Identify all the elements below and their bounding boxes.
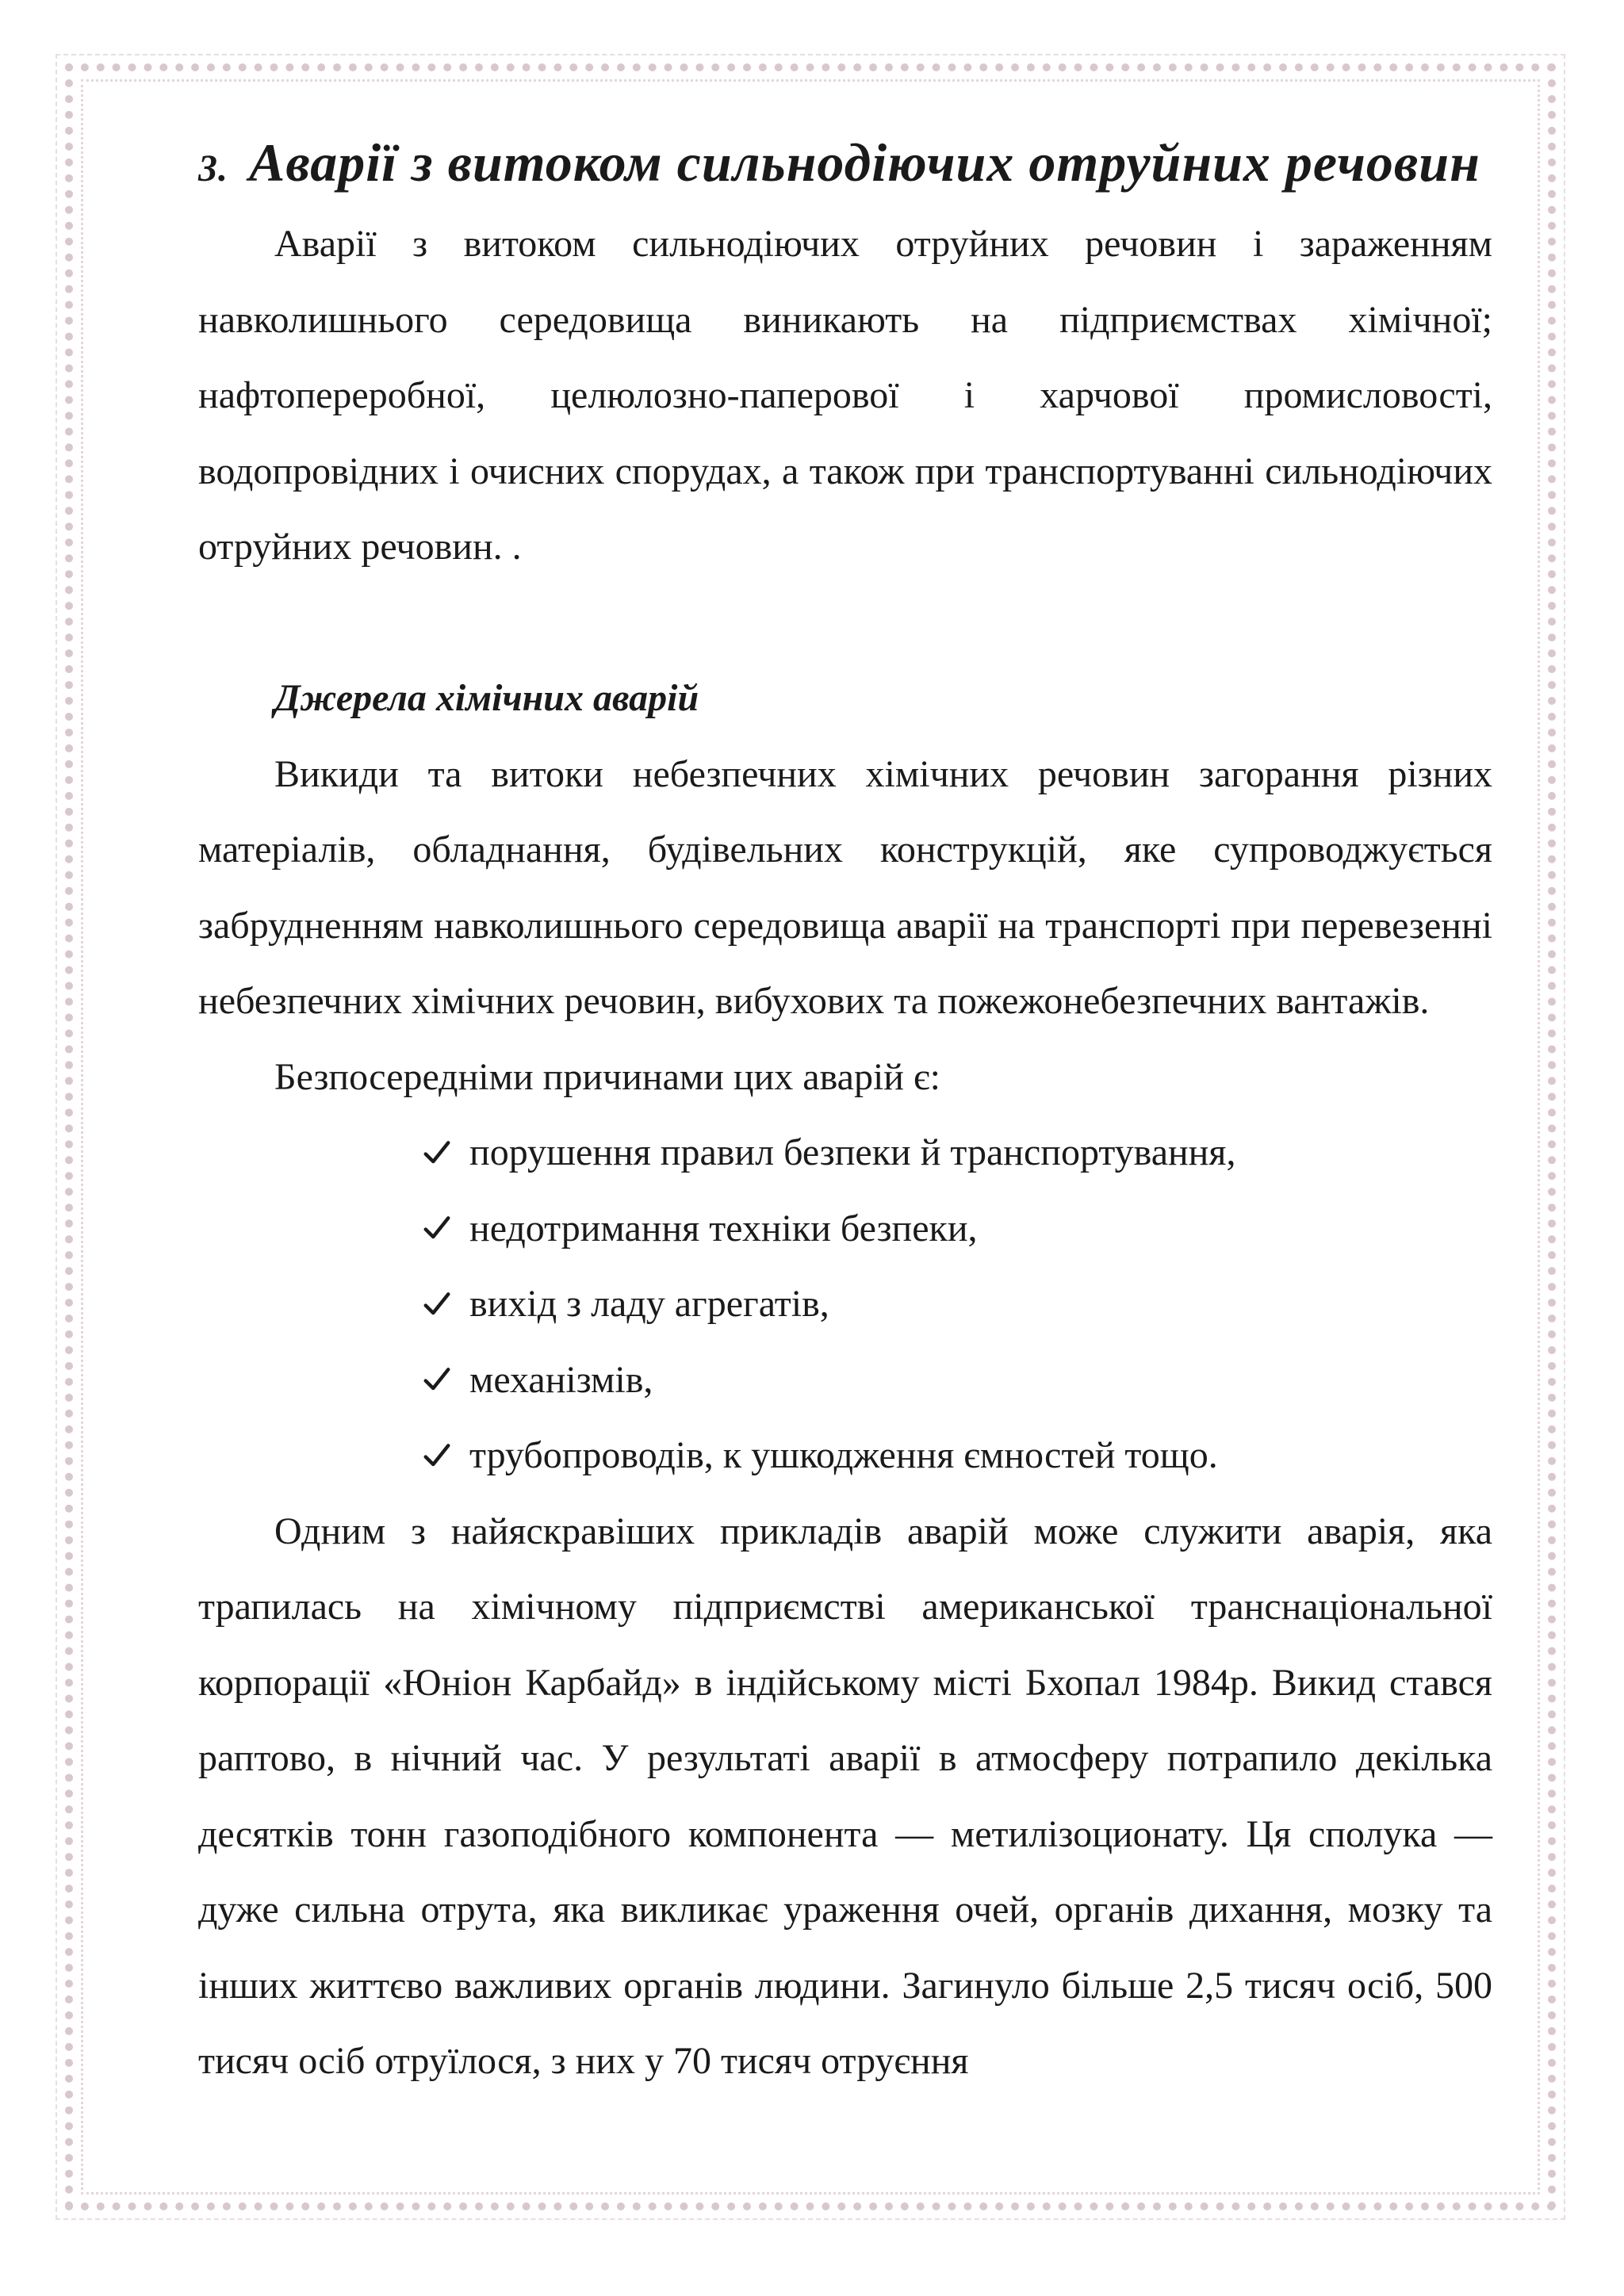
section-number: 3. — [198, 147, 228, 189]
sources-paragraph: Викиди та витоки небезпечних хімічних речовин загорання різних матеріалів, обладнання, будівельних конструкцій, яке супроводжується забрудненням навколишнього середовища аварії на транспорті при перевезенні небезпечних хімічних речовин, вибухових та пожежонебезпечних вантажів. — [198, 752, 1492, 1022]
list-item — [422, 1418, 1492, 1494]
list-item-text: механізмів, — [469, 1358, 653, 1401]
check-icon — [422, 1213, 452, 1243]
check-icon — [422, 1289, 452, 1319]
section-title-text: Аварії з витоком сильнодіючих отруйних речовин — [249, 132, 1480, 193]
list-item — [422, 1115, 1492, 1191]
list-item-text: недотримання техніки безпеки, — [469, 1207, 978, 1249]
list-item — [422, 1342, 1492, 1418]
check-icon — [422, 1441, 452, 1471]
sources-heading: Джерела хімічних аварій — [274, 677, 699, 719]
section-title — [198, 119, 1492, 206]
list-item-text: порушення правил безпеки й транспортування, — [469, 1131, 1236, 1173]
causes-intro: Безпосередніми причинами цих аварій є: — [274, 1055, 940, 1098]
check-icon — [422, 1138, 452, 1168]
intro-paragraph: Аварії з витоком сильнодіючих отруйних речовин і зараженням навколишнього середовища виникають на підприємствах хімічної; нафтопереробної, целюлозно-паперової і харчової промисловості, водопровідних і очисних спорудах, а також при транспортуванні сильнодіючих отруйних речовин. . — [198, 223, 1492, 568]
list-item-text: вихід з ладу агрегатів, — [469, 1283, 829, 1325]
check-icon — [422, 1364, 452, 1395]
causes-list — [198, 1115, 1492, 1494]
document-body — [198, 119, 1492, 2099]
list-item — [422, 1191, 1492, 1267]
blank-line — [198, 585, 1492, 661]
list-item-text: трубопроводів, к ушкодження ємностей тощо. — [469, 1434, 1218, 1476]
list-item — [422, 1266, 1492, 1342]
example-paragraph: Одним з найяскравіших прикладів аварій може служити аварія, яка трапилась на хімічному підприємстві американської транснаціональної корпорації «Юніон Карбайд» в індійському місті Бхопал 1984р. Викид стався раптово, в нічний час. У результаті аварії в атмосферу потрапило декілька десятків тонн газоподібного компонента — метилізоционату. Ця сполука — дуже сильна отрута, яка викликає ураження очей, органів дихання, мозку та інших життєво важливих органів людини. Загинуло більше 2,5 тисяч осіб, 500 тисяч осіб отруїлося, з них у 70 тисяч отруєння — [198, 1510, 1492, 2082]
